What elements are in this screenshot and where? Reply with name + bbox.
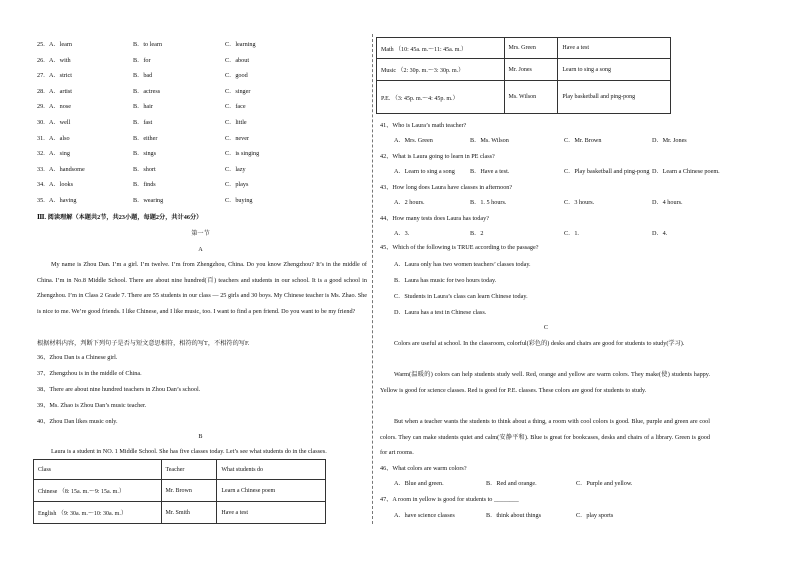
cloze-option-row <box>37 149 367 159</box>
question-number: 29. <box>37 103 45 111</box>
mc-question: 42、What is Laura going to learn in PE class? <box>380 153 495 160</box>
option-c[interactable]: C．buying <box>225 197 253 204</box>
option-a[interactable]: A．nose <box>49 103 71 111</box>
passage-a-label: A <box>198 246 203 253</box>
tf-question: 38、There are about nine hundred teachers in Zhou Dan’s school. <box>37 386 201 393</box>
option-c[interactable]: C．little <box>225 119 247 126</box>
question-number: 28. <box>37 87 45 95</box>
option-b[interactable]: B．bad <box>133 72 153 80</box>
q45-option-a[interactable]: A．Laura only has two women teachers’ classes today. <box>394 261 531 268</box>
option-c[interactable]: C．is singing <box>225 150 260 158</box>
q47-option-b[interactable]: B．think about things <box>486 512 542 519</box>
option-c[interactable]: C．face <box>225 103 246 111</box>
q46-option-a[interactable]: A．Blue and green. <box>394 480 444 487</box>
mc-question: 41、Who is Laura’s math teacher? <box>380 122 467 129</box>
question-number: 31. <box>37 134 45 142</box>
question-47: 47、A room in yellow is good for students to ________ <box>380 496 519 503</box>
activity-cell: Have a test <box>217 502 326 524</box>
schedule-table-part2 <box>376 37 671 114</box>
option-c[interactable]: C．good <box>225 72 248 80</box>
option-b[interactable]: B．hair <box>133 103 153 111</box>
option-c[interactable]: C．singer <box>225 87 251 95</box>
part-title: 第一节 <box>191 230 210 237</box>
header-class: Class <box>34 460 162 480</box>
option-b[interactable]: B．sings <box>133 150 157 158</box>
option-d[interactable]: D．Mr. Jones <box>652 137 687 144</box>
option-c[interactable]: C．1. <box>564 230 579 237</box>
q45-option-d[interactable]: D．Laura has a test in Chinese class. <box>394 309 487 316</box>
option-c[interactable]: C．lazy <box>225 165 246 173</box>
option-d[interactable]: D．4. <box>652 230 668 237</box>
table-row <box>34 480 326 502</box>
teacher-cell: Ms. Wilson <box>504 81 558 114</box>
mc-options <box>394 167 720 177</box>
option-a[interactable]: A．learn <box>49 41 73 48</box>
passage-c-p2: Warm(温暖的) colors can help students study well. Red, orange and yellow are warm colors. They make(使) students happy. Yellow is good for science classes. Red is good for P.E. classes. These colors are good for students to study. <box>380 371 710 394</box>
option-a[interactable]: A．Mrs. Green <box>394 137 433 144</box>
table-row <box>377 81 671 114</box>
activity-cell: Learn to sing a song <box>558 59 671 81</box>
passage-a-instruction: 根据材料内容，判断下列句子是否与短文意思相符，相符的写T，不相符的写F. <box>37 340 250 347</box>
header-what: What students do <box>217 460 326 480</box>
option-a[interactable]: A．artist <box>49 87 73 95</box>
question-number: 32. <box>37 150 45 158</box>
class-cell: Chinese （8: 15a. m.～9: 15a. m.） <box>34 480 162 502</box>
q46-options <box>394 479 714 489</box>
q47-option-a[interactable]: A．have science classes <box>394 512 455 519</box>
option-b[interactable]: B．actress <box>133 87 161 95</box>
option-b[interactable]: B．short <box>133 165 156 173</box>
option-a[interactable]: A．2 hours. <box>394 199 425 206</box>
question-number: 30. <box>37 119 45 126</box>
teacher-cell: Mr. Brown <box>161 480 217 502</box>
cloze-option-row <box>37 87 367 97</box>
tf-question: 36、Zhou Dan is a Chinese girl. <box>37 354 118 361</box>
cloze-option-row <box>37 40 367 50</box>
q47-options <box>394 511 714 521</box>
cloze-option-row <box>37 71 367 81</box>
option-a[interactable]: A．with <box>49 56 71 64</box>
option-c[interactable]: C．about <box>225 56 250 64</box>
passage-c-p1: Colors are useful at school. In the classroom, colorful(彩色的) desks and chairs are good for students to study(学习). <box>394 340 685 347</box>
table-header-row <box>34 460 326 480</box>
q47-option-c[interactable]: C．play sports <box>576 512 614 519</box>
question-number: 34. <box>37 181 45 189</box>
option-b[interactable]: B．fast <box>133 119 153 126</box>
option-a[interactable]: A．looks <box>49 181 74 189</box>
question-number: 27. <box>37 72 45 80</box>
option-b[interactable]: B．1. 5 hours. <box>470 199 507 206</box>
tf-question: 40、Zhou Dan likes music only. <box>37 418 118 425</box>
option-a[interactable]: A．strict <box>49 72 73 80</box>
option-b[interactable]: B．finds <box>133 181 156 189</box>
mc-options <box>394 229 714 239</box>
mc-options <box>394 136 714 146</box>
option-a[interactable]: A．3. <box>394 230 410 237</box>
option-a[interactable]: A．Learn to sing a song <box>394 168 455 175</box>
option-d[interactable]: D．4 hours. <box>652 199 683 206</box>
class-cell: Math （10: 45a. m.～11: 45a. m.） <box>377 38 505 59</box>
teacher-cell: Mrs. Green <box>504 38 558 59</box>
table-row <box>34 502 326 524</box>
option-d[interactable]: D．Learn a Chinese poem. <box>652 168 720 175</box>
mc-options <box>394 198 714 208</box>
option-c[interactable]: C．Play basketball and ping-pong <box>564 168 650 175</box>
q45-option-b[interactable]: B．Laura has music for two hours today. <box>394 277 497 284</box>
cloze-option-row <box>37 56 367 66</box>
tf-question: 37、Zhengzhou is in the middle of China. <box>37 370 142 377</box>
teacher-cell: Mr. Smith <box>161 502 217 524</box>
passage-a-text: My name is Zhou Dan. I’m a girl. I’m twelve. I’m from Zhengzhou, China. Do you know Zhengzhou? It’s in the middle of China. I’m in No.8 Middle School. There are about nine hundred(百) teachers and students in our school. It is a good school in Zhengzhou. I’m in Class 2 Grade 7. There are 55 students in our class — 25 girls and 30 boys. My Chinese teacher is Ms. Zhao. She is nice to me. We’re good friends. I like Chinese, and I like music, too. I want to find a pen friend. Do you want to be my friend? <box>37 261 367 315</box>
section-title: Ⅲ. 阅读理解（本题共2节，共23小题，每题2分，共计46分） <box>37 214 203 221</box>
q45-option-c[interactable]: C．Students in Laura’s class can learn Chinese today. <box>394 293 528 300</box>
option-a[interactable]: A．handsome <box>49 165 85 173</box>
q46-option-b[interactable]: B．Red and orange. <box>486 480 537 487</box>
option-c[interactable]: C．learning <box>225 41 256 48</box>
mc-question: 43、How long does Laura have classes in afternoon? <box>380 184 513 191</box>
question-number: 26. <box>37 56 45 64</box>
option-b[interactable]: B．Have a test. <box>470 168 510 175</box>
question-number: 35. <box>37 197 45 204</box>
option-b[interactable]: B．wearing <box>133 197 164 204</box>
option-c[interactable]: C．plays <box>225 181 249 189</box>
schedule-table-part1 <box>33 459 326 524</box>
option-b[interactable]: B．for <box>133 56 151 64</box>
option-c[interactable]: C．3 hours. <box>564 199 595 206</box>
cloze-option-row <box>37 180 367 190</box>
class-cell: Music （2: 30p. m.～3: 30p. m.） <box>377 59 505 81</box>
option-b[interactable]: B．2 <box>470 230 484 237</box>
tf-question: 39、Ms. Zhao is Zhou Dan’s music teacher. <box>37 402 147 409</box>
class-cell: English （9: 30a. m.～10: 30a. m.） <box>34 502 162 524</box>
table-row <box>377 59 671 81</box>
table-row <box>377 38 671 59</box>
option-a[interactable]: A．having <box>49 197 77 204</box>
option-a[interactable]: A．well <box>49 119 71 126</box>
passage-c-p3: But when a teacher wants the students to think about a thing, a room with cool colors is good. Blue, purple and green are cool colors. They can make students quiet and calm(安静平和). Blue is great for bookcases, desks and chairs of a library. Green is good for art rooms. <box>380 418 710 456</box>
question-number: 25. <box>37 41 45 48</box>
cloze-option-row <box>37 134 367 144</box>
cloze-option-row <box>37 165 367 175</box>
mc-question: 44、How many tests does Laura has today? <box>380 215 489 222</box>
option-b[interactable]: B．Ms. Wilson <box>470 137 509 144</box>
option-c[interactable]: C．Mr. Brown <box>564 137 602 144</box>
q46-option-c[interactable]: C．Purple and yellow. <box>576 480 633 487</box>
cloze-option-row <box>37 102 367 112</box>
cloze-option-row <box>37 118 367 128</box>
option-b[interactable]: B．to learn <box>133 41 163 48</box>
question-number: 33. <box>37 165 45 173</box>
activity-cell: Learn a Chinese poem <box>217 480 326 502</box>
teacher-cell: Mr. Jones <box>504 59 558 81</box>
question-45: 45、Which of the following is TRUE according to the passage? <box>380 244 539 251</box>
question-46: 46、What colors are warm colors? <box>380 465 467 472</box>
column-divider <box>372 34 373 524</box>
option-b[interactable]: B．either <box>133 134 158 142</box>
cloze-option-row <box>37 196 367 206</box>
activity-cell: Play basketball and ping-pong <box>558 81 671 114</box>
option-a[interactable]: A．also <box>49 134 70 142</box>
class-cell: P.E. （3: 45p. m.～4: 45p. m.） <box>377 81 505 114</box>
option-a[interactable]: A．sing <box>49 150 70 158</box>
activity-cell: Have a test <box>558 38 671 59</box>
passage-b-intro: Laura is a student in NO. 1 Middle School. She has five classes today. Let’s see what students do in the classes. <box>51 448 327 455</box>
header-teacher: Teacher <box>161 460 217 480</box>
passage-c-label: C <box>543 324 549 331</box>
passage-b-label: B <box>198 433 203 440</box>
option-c[interactable]: C．never <box>225 134 250 142</box>
